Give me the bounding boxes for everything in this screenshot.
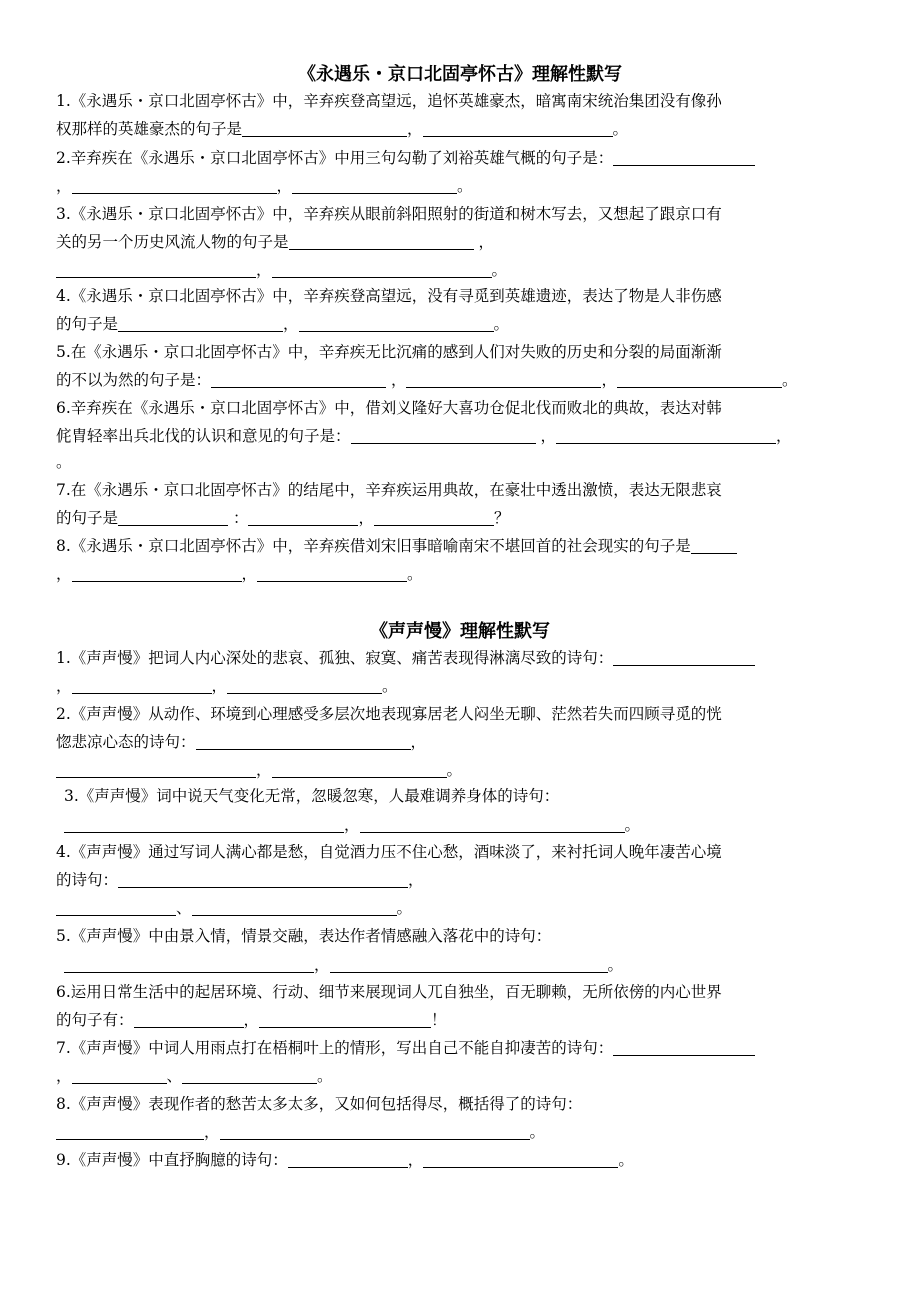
s2-q8-line2: ， 。 — [56, 1122, 545, 1142]
s2-q9-line1: 9.《声声慢》中直抒胸臆的诗句： ， 。 — [56, 1151, 634, 1169]
answer-blank[interactable] — [423, 120, 613, 137]
s2-q6-line2: 的句子有： ， ！ — [56, 1011, 447, 1029]
answer-blank[interactable] — [617, 371, 782, 388]
answer-blank[interactable] — [64, 956, 314, 973]
answer-blank[interactable] — [613, 1039, 755, 1056]
s1-q7-line1: 7.在《永遇乐・京口北固亭怀古》的结尾中，辛弃疾运用典故，在豪壮中透出激愤，表达无限悲哀 — [56, 481, 722, 499]
s2-q7-line1: 7.《声声慢》中词人用雨点打在梧桐叶上的情形，写出自己不能自抑凄苦的诗句： — [56, 1038, 755, 1058]
answer-blank[interactable] — [289, 233, 474, 250]
s1-q3-line1: 3.《永遇乐・京口北固亭怀古》中，辛弃疾从眼前斜阳照射的街道和树木写去，又想起了跟京口有 — [56, 205, 722, 223]
answer-blank[interactable] — [330, 956, 608, 973]
s2-q2-line1: 2.《声声慢》从动作、环境到心理感受多层次地表现寡居老人闷坐无聊、茫然若失而四顾寻觅的恍 — [56, 705, 722, 723]
answer-blank[interactable] — [613, 149, 755, 166]
answer-blank[interactable] — [248, 509, 358, 526]
s1-q2-line2: ， ， 。 — [56, 177, 473, 195]
answer-blank[interactable] — [423, 1151, 618, 1168]
s1-q6-line2: 侂胄轻率出兵北伐的认识和意见的句子是： ， ， — [56, 427, 792, 445]
answer-blank[interactable] — [691, 537, 737, 554]
answer-blank[interactable] — [56, 761, 256, 778]
answer-blank[interactable] — [56, 261, 256, 278]
s1-q3-line3: ， 。 — [56, 260, 507, 280]
s2-q6-line1: 6.运用日常生活中的起居环境、行动、细节来展现词人兀自独坐，百无聊赖，无所依傍的内心世界 — [56, 983, 722, 1001]
answer-blank[interactable] — [242, 120, 407, 137]
s2-q1-line1: 1.《声声慢》把词人内心深处的悲哀、孤独、寂寞、痛苦表现得淋漓尽致的诗句： — [56, 648, 755, 668]
answer-blank[interactable] — [56, 899, 176, 916]
answer-blank[interactable] — [272, 761, 447, 778]
answer-blank[interactable] — [134, 1011, 244, 1028]
s2-q3-line1: 3.《声声慢》词中说天气变化无常，忽暖忽寒，人最难调养身体的诗句： — [64, 787, 560, 805]
s1-q8-line1: 8.《永遇乐・京口北固亭怀古》中，辛弃疾借刘宋旧事暗喻南宋不堪回首的社会现实的句子是 — [56, 536, 737, 556]
answer-blank[interactable] — [118, 315, 283, 332]
answer-blank[interactable] — [257, 565, 407, 582]
s1-q4-line1: 4.《永遇乐・京口北固亭怀古》中，辛弃疾登高望远，没有寻觅到英雄遗迹，表达了物是人非伤感 — [56, 287, 722, 305]
s2-q4-line1: 4.《声声慢》通过写词人满心都是愁，自觉酒力压不住心愁，酒味淡了，来衬托词人晚年凄苦心境 — [56, 843, 722, 861]
s1-q3-line2: 关的另一个历史风流人物的句子是 ， — [56, 233, 494, 251]
s2-q7-line2: ， 、 。 — [56, 1067, 333, 1085]
answer-blank[interactable] — [613, 649, 755, 666]
s2-q2-line2: 惚悲凉心态的诗句： ， — [56, 733, 427, 751]
answer-blank[interactable] — [72, 1067, 167, 1084]
s1-q6-line1: 6.辛弃疾在《永遇乐・京口北固亭怀古》中，借刘义隆好大喜功仓促北伐而败北的典故，表达对韩 — [56, 399, 722, 417]
s2-q2-line3: ， 。 — [56, 760, 462, 780]
answer-blank[interactable] — [299, 315, 494, 332]
answer-blank[interactable] — [351, 427, 536, 444]
answer-blank[interactable] — [292, 177, 457, 194]
answer-blank[interactable] — [64, 816, 344, 833]
s1-q2-line1: 2.辛弃疾在《永遇乐・京口北固亭怀古》中用三句勾勒了刘裕英雄气概的句子是： — [56, 148, 755, 168]
s1-q1-line2: 权那样的英雄豪杰的句子是 ， 。 — [56, 120, 629, 138]
s1-q4-line2: 的句子是 ， 。 — [56, 315, 510, 333]
s2-q5-line1: 5.《声声慢》中由景入情，情景交融，表达作者情感融入落花中的诗句： — [56, 927, 552, 945]
answer-blank[interactable] — [72, 677, 212, 694]
s1-q8-line2: ， ， 。 — [56, 565, 423, 583]
section2-title: 《声声慢》理解性默写 — [370, 621, 550, 642]
answer-blank[interactable] — [227, 677, 382, 694]
s1-q1-line1: 1.《永遇乐・京口北固亭怀古》中，辛弃疾登高望远，追怀英雄豪杰，暗寓南宋统治集团没有像孙 — [56, 92, 722, 110]
section1-title: 《永遇乐・京口北固亭怀古》理解性默写 — [298, 64, 622, 85]
answer-blank[interactable] — [72, 177, 277, 194]
answer-blank[interactable] — [118, 871, 408, 888]
answer-blank[interactable] — [72, 565, 242, 582]
answer-blank[interactable] — [182, 1067, 317, 1084]
s1-q7-line2: 的句子是 ： ， ？ — [56, 509, 510, 527]
s2-q4-line3: 、 。 — [56, 898, 412, 918]
answer-blank[interactable] — [192, 899, 397, 916]
answer-blank[interactable] — [259, 1011, 431, 1028]
answer-blank[interactable] — [288, 1151, 408, 1168]
s2-q8-line1: 8.《声声慢》表现作者的愁苦太多太多，又如何包括得尽，概括得了的诗句： — [56, 1095, 583, 1113]
answer-blank[interactable] — [56, 1123, 204, 1140]
answer-blank[interactable] — [406, 371, 601, 388]
answer-blank[interactable] — [360, 816, 625, 833]
answer-blank[interactable] — [211, 371, 386, 388]
answer-blank[interactable] — [118, 509, 228, 526]
s1-q6-line3: 。 — [56, 453, 72, 471]
s2-q4-line2: 的诗句： ， — [56, 871, 424, 889]
s1-q5-line1: 5.在《永遇乐・京口北固亭怀古》中，辛弃疾无比沉痛的感到人们对失败的历史和分裂的局面渐渐 — [56, 343, 722, 361]
answer-blank[interactable] — [220, 1123, 530, 1140]
s2-q3-line2: ， 。 — [64, 815, 640, 835]
answer-blank[interactable] — [272, 261, 492, 278]
s2-q5-line2: ， 。 — [64, 955, 623, 975]
answer-blank[interactable] — [196, 733, 411, 750]
answer-blank[interactable] — [374, 509, 494, 526]
s2-q1-line2: ， ， 。 — [56, 677, 398, 695]
answer-blank[interactable] — [556, 427, 776, 444]
s1-q5-line2: 的不以为然的句子是： ， ， 。 — [56, 371, 798, 389]
